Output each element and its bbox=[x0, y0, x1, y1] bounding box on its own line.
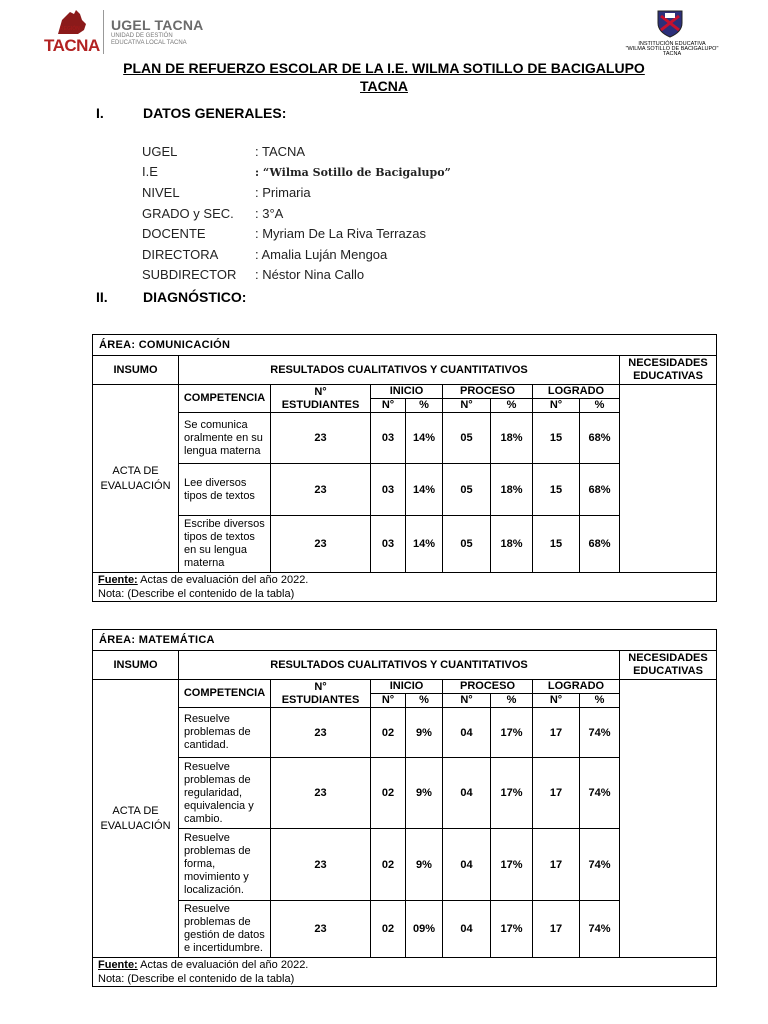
competencia-cell: Resuelve problemas de forma, movimiento y localización. bbox=[179, 829, 271, 901]
datos-value: : Myriam De La Riva Terrazas bbox=[255, 226, 426, 241]
pct-header: % bbox=[406, 694, 443, 708]
logrado-pct-cell: 68% bbox=[580, 516, 620, 573]
inicio-pct-cell: 14% bbox=[406, 464, 443, 516]
proceso-pct-cell: 18% bbox=[491, 413, 533, 464]
header-divider bbox=[103, 10, 104, 54]
estudiantes-cell: 23 bbox=[271, 829, 371, 901]
necesidades-cell bbox=[620, 385, 717, 573]
area-title: ÁREA: MATEMÁTICA bbox=[93, 630, 717, 651]
section-2-title: DIAGNÓSTICO: bbox=[143, 289, 247, 305]
inicio-n-cell: 02 bbox=[371, 901, 406, 958]
competencia-cell: Resuelve problemas de regularidad, equivalencia y cambio. bbox=[179, 758, 271, 829]
fuente-text: Actas de evaluación del año 2022. bbox=[137, 959, 309, 971]
document-title-line-1: PLAN DE REFUERZO ESCOLAR DE LA I.E. WILMA SOTILLO DE BACIGALUPO bbox=[123, 60, 645, 76]
logrado-n-cell: 17 bbox=[533, 708, 580, 758]
competencia-cell: Lee diversos tipos de textos bbox=[179, 464, 271, 516]
datos-value: : 3°A bbox=[255, 206, 284, 221]
resultados-header: RESULTADOS CUALITATIVOS Y CUANTITATIVOS bbox=[179, 651, 620, 680]
pct-header: % bbox=[580, 694, 620, 708]
necesidades-header bbox=[620, 356, 717, 385]
competencia-cell: Se comunica oralmente en su lengua materna bbox=[179, 413, 271, 464]
inicio-n-cell: 03 bbox=[371, 413, 406, 464]
estudiantes-cell: 23 bbox=[271, 708, 371, 758]
proceso-n-cell: 04 bbox=[443, 758, 491, 829]
insumo-line-1: ACTA DE bbox=[112, 804, 159, 817]
nota-line: Nota: (Describe el contenido de la tabla) bbox=[98, 973, 295, 985]
estudiantes-cell: 23 bbox=[271, 901, 371, 958]
n-header: N° bbox=[371, 399, 406, 413]
datos-value: : Primaria bbox=[255, 185, 311, 200]
proceso-pct-cell: 17% bbox=[491, 758, 533, 829]
logrado-n-cell: 15 bbox=[533, 413, 580, 464]
estudiantes-cell: 23 bbox=[271, 464, 371, 516]
matematica-table bbox=[92, 629, 717, 987]
logrado-pct-cell: 74% bbox=[580, 901, 620, 958]
section-2-number: II. bbox=[96, 289, 108, 305]
insumo-header: INSUMO bbox=[93, 356, 179, 385]
competencia-cell: Resuelve problemas de cantidad. bbox=[179, 708, 271, 758]
pct-header: % bbox=[491, 694, 533, 708]
inicio-pct-cell: 9% bbox=[406, 829, 443, 901]
estudiantes-line-2: ESTUDIANTES bbox=[281, 398, 360, 411]
area-title: ÁREA: COMUNICACIÓN bbox=[93, 335, 717, 356]
datos-value: : Néstor Nina Callo bbox=[255, 267, 365, 282]
inicio-pct-cell: 9% bbox=[406, 708, 443, 758]
table-footnote bbox=[93, 573, 717, 602]
nota-line: Nota: (Describe el contenido de la tabla) bbox=[98, 588, 295, 600]
logrado-n-cell: 17 bbox=[533, 829, 580, 901]
document-title bbox=[80, 59, 688, 95]
fuente-label: Fuente: bbox=[98, 959, 138, 971]
ugel-subtitle-2: EDUCATIVA LOCAL TACNA bbox=[111, 40, 187, 46]
datos-label: NIVEL bbox=[142, 185, 180, 200]
proceso-header: PROCESO bbox=[443, 385, 533, 399]
insumo-cell bbox=[93, 385, 179, 573]
necesidades-line-1: NECESIDADES bbox=[628, 652, 708, 664]
resultados-header: RESULTADOS CUALITATIVOS Y CUANTITATIVOS bbox=[179, 356, 620, 385]
inicio-n-cell: 03 bbox=[371, 464, 406, 516]
proceso-header: PROCESO bbox=[443, 680, 533, 694]
fuente-text: Actas de evaluación del año 2022. bbox=[137, 574, 309, 586]
necesidades-line-2: EDUCATIVAS bbox=[633, 370, 703, 382]
proceso-pct-cell: 17% bbox=[491, 829, 533, 901]
pct-header: % bbox=[406, 399, 443, 413]
logrado-n-cell: 17 bbox=[533, 901, 580, 958]
estudiantes-header bbox=[271, 680, 371, 708]
inicio-header: INICIO bbox=[371, 385, 443, 399]
proceso-pct-cell: 17% bbox=[491, 708, 533, 758]
competencia-cell: Resuelve problemas de gestión de datos e incertidumbre. bbox=[179, 901, 271, 958]
fuente-line bbox=[98, 958, 716, 972]
datos-label: I.E bbox=[142, 164, 158, 179]
insumo-cell bbox=[93, 680, 179, 958]
school-name-line-1: INSTITUCIÓN EDUCATIVA bbox=[638, 41, 706, 47]
datos-label: SUBDIRECTOR bbox=[142, 267, 237, 282]
estudiantes-line-1: N° bbox=[314, 680, 327, 693]
proceso-n-cell: 04 bbox=[443, 708, 491, 758]
n-header: N° bbox=[533, 694, 580, 708]
logrado-header: LOGRADO bbox=[533, 680, 620, 694]
proceso-n-cell: 04 bbox=[443, 901, 491, 958]
pct-header: % bbox=[580, 399, 620, 413]
logrado-pct-cell: 68% bbox=[580, 464, 620, 516]
datos-value: : Amalia Luján Mengoa bbox=[255, 247, 388, 262]
necesidades-cell bbox=[620, 680, 717, 958]
inicio-pct-cell: 14% bbox=[406, 516, 443, 573]
logrado-pct-cell: 74% bbox=[580, 708, 620, 758]
region-name: TACNA bbox=[44, 36, 100, 55]
proceso-pct-cell: 18% bbox=[491, 464, 533, 516]
datos-value: : TACNA bbox=[255, 144, 306, 159]
datos-label: GRADO y SEC. bbox=[142, 206, 234, 221]
competencia-header: COMPETENCIA bbox=[179, 680, 271, 708]
estudiantes-line-1: N° bbox=[314, 385, 327, 398]
n-header: N° bbox=[533, 399, 580, 413]
proceso-pct-cell: 17% bbox=[491, 901, 533, 958]
necesidades-line-2: EDUCATIVAS bbox=[633, 665, 703, 677]
insumo-line-2: EVALUACIÓN bbox=[100, 819, 171, 832]
estudiantes-cell: 23 bbox=[271, 758, 371, 829]
datos-label: DIRECTORA bbox=[142, 247, 219, 262]
logrado-n-cell: 15 bbox=[533, 516, 580, 573]
document-title-line-2: TACNA bbox=[360, 78, 408, 94]
pct-header: % bbox=[491, 399, 533, 413]
school-name-line-3: TACNA bbox=[662, 51, 682, 57]
school-shield-icon bbox=[655, 8, 685, 38]
ugel-title: UGEL TACNA bbox=[111, 17, 204, 33]
inicio-pct-cell: 9% bbox=[406, 758, 443, 829]
logrado-n-cell: 17 bbox=[533, 758, 580, 829]
inicio-pct-cell: 14% bbox=[406, 413, 443, 464]
proceso-n-cell: 05 bbox=[443, 413, 491, 464]
section-1-title: DATOS GENERALES: bbox=[143, 105, 287, 121]
inicio-pct-cell: 09% bbox=[406, 901, 443, 958]
n-header: N° bbox=[443, 399, 491, 413]
estudiantes-header bbox=[271, 385, 371, 413]
competencia-cell: Escribe diversos tipos de textos en su lengua materna bbox=[179, 516, 271, 573]
inicio-n-cell: 02 bbox=[371, 708, 406, 758]
comunicacion-table bbox=[92, 334, 717, 602]
logrado-pct-cell: 74% bbox=[580, 829, 620, 901]
fuente-line bbox=[98, 573, 716, 587]
insumo-line-1: ACTA DE bbox=[112, 464, 159, 477]
estudiantes-line-2: ESTUDIANTES bbox=[281, 693, 360, 706]
proceso-n-cell: 05 bbox=[443, 516, 491, 573]
proceso-n-cell: 04 bbox=[443, 829, 491, 901]
insumo-line-2: EVALUACIÓN bbox=[100, 479, 171, 492]
competencia-header: COMPETENCIA bbox=[179, 385, 271, 413]
inicio-n-cell: 02 bbox=[371, 758, 406, 829]
proceso-pct-cell: 18% bbox=[491, 516, 533, 573]
fuente-label: Fuente: bbox=[98, 574, 138, 586]
inicio-n-cell: 03 bbox=[371, 516, 406, 573]
proceso-n-cell: 05 bbox=[443, 464, 491, 516]
region-label: REGIÓN bbox=[60, 26, 80, 32]
n-header: N° bbox=[443, 694, 491, 708]
insumo-header: INSUMO bbox=[93, 651, 179, 680]
logrado-header: LOGRADO bbox=[533, 385, 620, 399]
inicio-n-cell: 02 bbox=[371, 829, 406, 901]
estudiantes-cell: 23 bbox=[271, 516, 371, 573]
datos-label: UGEL bbox=[142, 144, 178, 159]
ugel-subtitle-1: UNIDAD DE GESTIÓN bbox=[111, 33, 173, 39]
logrado-n-cell: 15 bbox=[533, 464, 580, 516]
necesidades-line-1: NECESIDADES bbox=[628, 357, 708, 369]
table-footnote bbox=[93, 958, 717, 987]
datos-value: : “Wilma Sotillo de Bacigalupo” bbox=[255, 166, 451, 179]
logrado-pct-cell: 74% bbox=[580, 758, 620, 829]
school-name-line-2: "WILMA SOTILLO DE BACIGALUPO" bbox=[625, 46, 719, 52]
necesidades-header bbox=[620, 651, 717, 680]
estudiantes-cell: 23 bbox=[271, 413, 371, 464]
datos-label: DOCENTE bbox=[142, 226, 206, 241]
section-1-number: I. bbox=[96, 105, 104, 121]
logrado-pct-cell: 68% bbox=[580, 413, 620, 464]
inicio-header: INICIO bbox=[371, 680, 443, 694]
n-header: N° bbox=[371, 694, 406, 708]
